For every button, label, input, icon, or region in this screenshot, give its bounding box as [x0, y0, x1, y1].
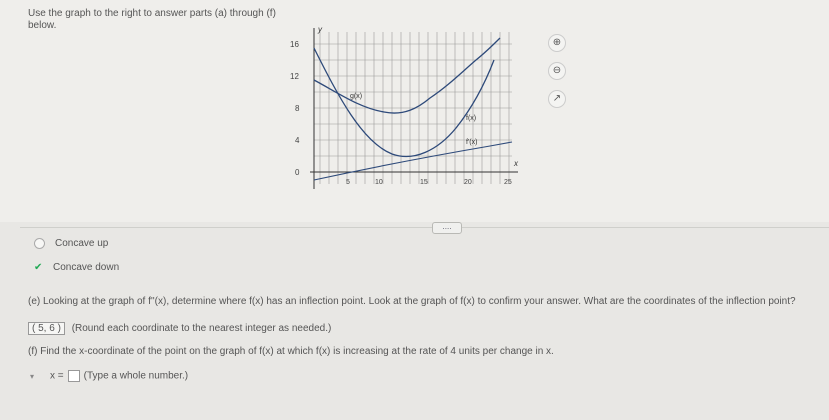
- curve-label-fprime: f'(x): [466, 139, 478, 146]
- pointer-indicator: ▾: [30, 372, 35, 381]
- radio-button[interactable]: [34, 238, 45, 249]
- part-f-input[interactable]: [68, 370, 80, 382]
- part-e-answer[interactable]: ( 5, 6 ): [28, 322, 65, 335]
- zoom-out-icon[interactable]: ⊖: [548, 62, 566, 80]
- y-tick-label: 12: [290, 72, 299, 81]
- y-tick-label: 16: [290, 40, 299, 49]
- y-axis-label: y: [318, 25, 322, 34]
- x-axis-label: x: [514, 159, 518, 168]
- part-f-hint: (Type a whole number.): [83, 370, 189, 382]
- option-label: Concave down: [53, 262, 120, 273]
- zoom-in-icon[interactable]: ⊕: [548, 34, 566, 52]
- curve-label-g: g(x): [350, 93, 363, 100]
- section-divider: [20, 227, 829, 228]
- x-tick-label: 10: [375, 179, 383, 186]
- part-e-question: (e) Looking at the graph of f''(x), determine where f(x) has an inflection point. Look at the graph of f(x) to confirm your answer. What are the coordinates of the inflection point?: [28, 296, 796, 307]
- x-tick-label: 15: [420, 179, 428, 186]
- x-tick-label: 5: [346, 179, 350, 186]
- part-f-question: (f) Find the x-coordinate of the point on the graph of f(x) at which f(x) is increasing at the rate of 4 units per change in x.: [28, 346, 554, 357]
- option-concave-up[interactable]: [34, 238, 108, 249]
- curve-label-f: f(x): [466, 115, 477, 122]
- option-concave-down[interactable]: [34, 262, 119, 273]
- y-tick-label: 0: [295, 168, 300, 177]
- option-label: Concave up: [55, 238, 109, 250]
- instructions-text: Use the graph to the right to answer parts (a) through (f) below.: [28, 8, 276, 31]
- graph: [280, 24, 530, 194]
- part-f-answer-line: [50, 370, 188, 382]
- x-tick-label: 20: [464, 179, 472, 186]
- checkmark-icon: ✔: [34, 262, 43, 273]
- popout-icon[interactable]: ↗: [548, 90, 566, 108]
- part-e-answer-line: [28, 322, 331, 335]
- more-button[interactable]: ....: [432, 222, 462, 234]
- y-tick-label: 8: [295, 104, 300, 113]
- x-tick-label: 25: [504, 179, 512, 186]
- curve-g: [314, 38, 500, 113]
- part-e-hint: (Round each coordinate to the nearest integer as needed.): [71, 323, 332, 334]
- part-f-prefix: x =: [50, 370, 64, 382]
- y-tick-label: 4: [295, 136, 300, 145]
